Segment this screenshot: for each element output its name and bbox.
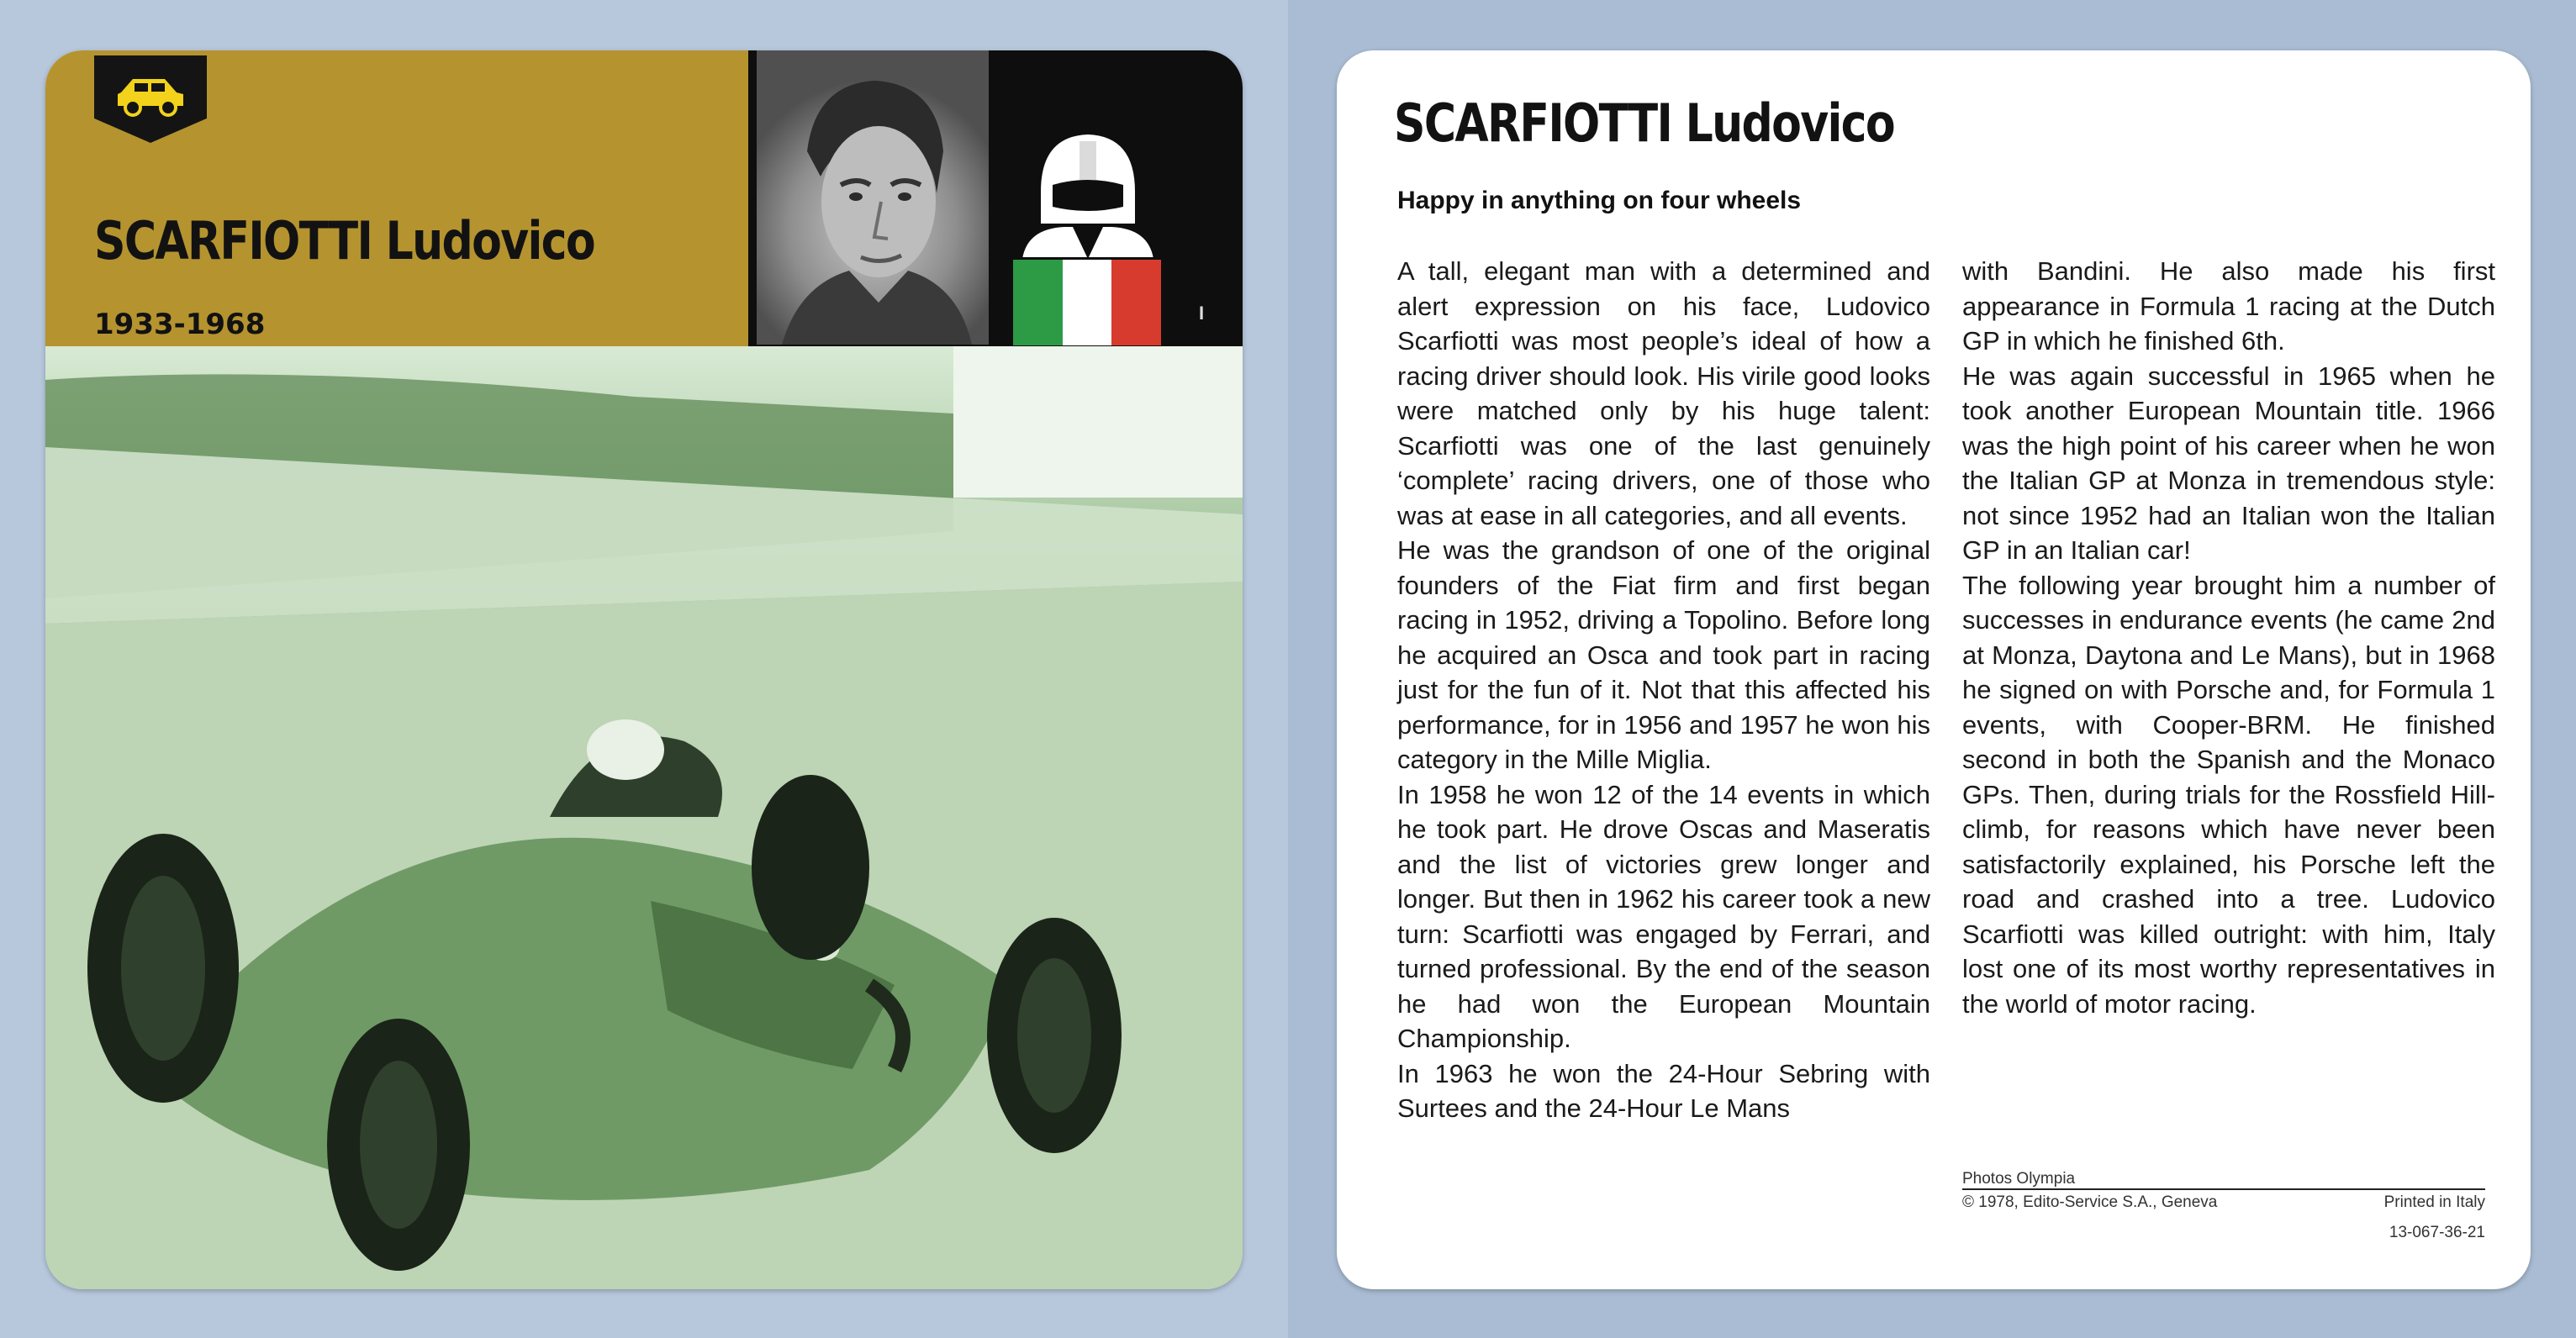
- paragraph: with Bandini. He also made his first appearance in Formula 1 racing at the Dutch GP in which he finished 6th.: [1962, 256, 2495, 356]
- card-front: [45, 50, 1243, 1289]
- footer-divider: [1962, 1188, 2485, 1190]
- paragraph: In 1958 he won 12 of the 14 events in which he took part. He drove Oscas and Maseratis and the list of victories grew longer and longer. But then in 1962 his career took a new turn: Scarfiotti was engaged by Ferrari, and turned professional. By the end of the season he had won the European Mountain Championship.: [1397, 779, 1930, 1053]
- photo-credit: Photos Olympia: [1962, 1170, 2076, 1188]
- text-column-right: [1962, 254, 2495, 1021]
- driver-portrait: [757, 50, 989, 345]
- copyright: © 1978, Edito-Service S.A., Geneva: [1962, 1193, 2218, 1211]
- front-title: SCARFIOTTI Ludovico: [94, 210, 594, 271]
- card-footer: [1962, 1170, 2485, 1242]
- category-mark: I: [1199, 303, 1205, 324]
- text-column-left: [1397, 254, 1930, 1126]
- italy-flag: [1011, 257, 1164, 348]
- paragraph: The following year brought him a number of successes in endurance events (he came 2nd at Monza, Daytona and Le Mans), but in 1968 he signed on with Porsche and, for Formula 1 events, with Cooper-BRM. He finished second in both the Spanish and the Monaco GPs. Then, during trials for the Rossfield Hill-climb, for reasons which have never been satisfactorily explained, his Porsche left the road and crashed into a tree. Ludovico Scarfiotti was killed outright: with him, Italy lost one of its most worthy representatives in the world of motor racing.: [1962, 570, 2495, 1019]
- back-title: SCARFIOTTI Ludovico: [1394, 92, 1894, 154]
- card-back: [1337, 50, 2531, 1289]
- driver-years: 1933-1968: [94, 308, 266, 341]
- flag-red-stripe: [1111, 260, 1161, 345]
- race-photo: [45, 346, 1243, 1289]
- back-subtitle: Happy in anything on four wheels: [1397, 187, 1802, 214]
- paragraph: He was again successful in 1965 when he took another European Mountain title. 1966 was the high point of his career when he won the Italian GP at Monza in tremendous style: not since 1952 had an Italian won the Italian GP in an Italian car!: [1962, 361, 2495, 565]
- car-icon: [114, 74, 187, 118]
- paragraph: A tall, elegant man with a determined and alert expression on his face, Ludovico Scarfiotti was most people’s ideal of how a racing driver should look. His virile good looks were matched only by his huge talent: Scarfiotti was one of the last genuinely ‘complete’ racing drivers, one of those who was at ease in all categories, and all events.: [1397, 256, 1930, 530]
- printed-in: Printed in Italy: [2383, 1193, 2485, 1211]
- paragraph: In 1963 he won the 24-Hour Sebring with Surtees and the 24-Hour Le Mans: [1397, 1058, 1930, 1123]
- paragraph: He was the grandson of one of the original founders of the Fiat firm and first began racing in 1952, driving a Topolino. Before long he acquired an Osca and took part in racing just for the fun of it. Not that this affected his performance, for in 1956 and 1957 he won his category in the Mille Miglia.: [1397, 535, 1930, 774]
- card-code: 13-067-36-21: [2389, 1224, 2485, 1241]
- flag-green-stripe: [1013, 260, 1063, 345]
- flag-white-stripe: [1063, 260, 1112, 345]
